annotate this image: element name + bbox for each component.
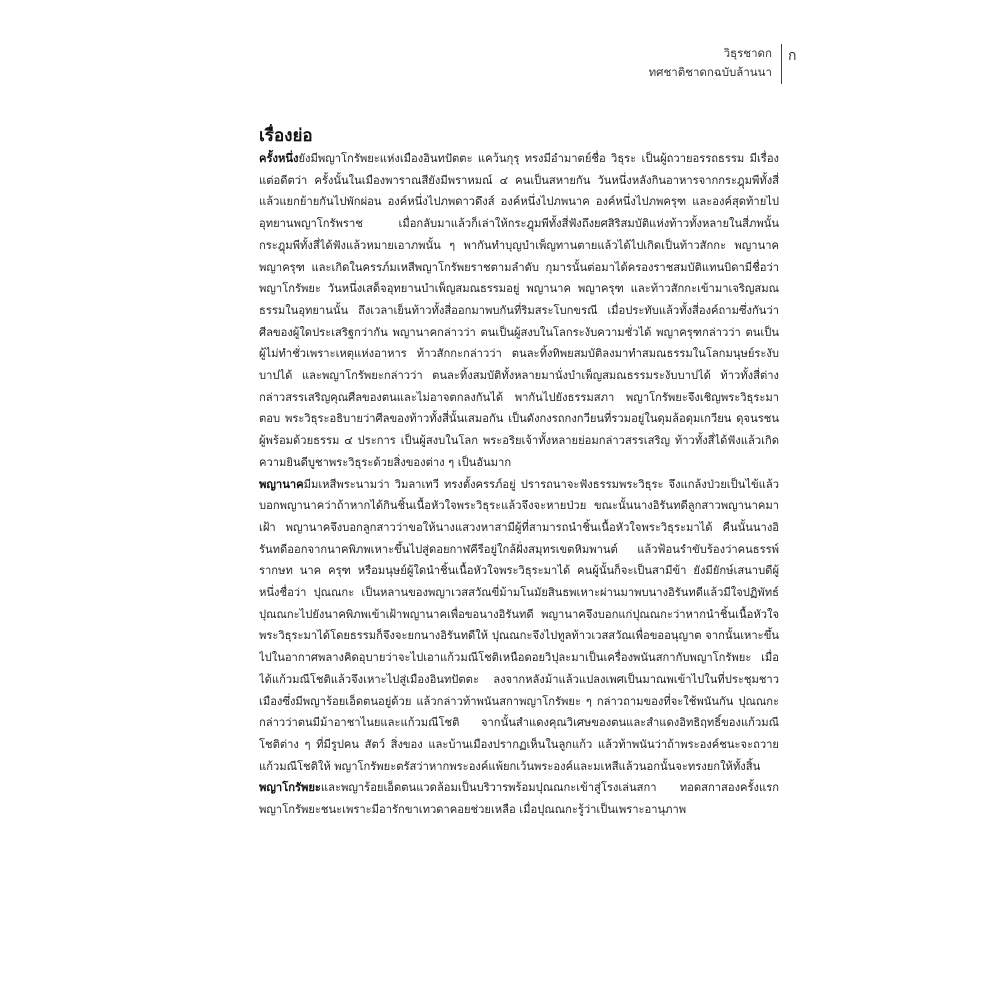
- page-body: [259, 124, 779, 914]
- book-title: วิธุรชาดก: [723, 46, 772, 60]
- section-heading: เรื่องย่อ: [259, 126, 313, 146]
- paragraph-lead: พญานาค: [259, 477, 304, 491]
- paragraph-lead: พญาโกรัพยะ: [259, 781, 321, 795]
- paragraph-1: [259, 148, 779, 474]
- paragraph-lead: ครั้งหนึ่ง: [259, 152, 299, 165]
- paragraph-text: มีมเหสีพระนามว่า วิมลาเทวี ทรงตั้งครรภ์อยู่ ปรารถนาจะฟังธรรมพระวิธุระ จึงแกล้งป่วยเป็นไข้แล้วบอกพญานาคว่าถ้าหากได้กินชิ้นเนื้อหัวใจพระวิธุระแล้วจึงจะหายป่วย ขณะนั้นนางอิรันทดีลูกสาวพญานาคมาเฝ้า พญานาคจึงบอกลูกสาวว่าขอให้นางแสวงหาสามีผู้ที่สามารถนำชิ้นเนื้อหัวใจพระวิธุระมาได้ คืนนั้นนางอิรันทดีออกจากนาคพิภพเหาะขึ้นไปสู่ดอยกาฬคีรีอยู่ใกล้ฝั่งสมุทรเขตหิมพานต์ แล้วฟ้อนรำขับร้องว่าคนธรรพ์ รากษท นาค ครุฑ หรือมนุษย์ผู้ใดนำชิ้นเนื้อหัวใจพระวิธุระมาได้ คนผู้นั้นก็จะเป็นสามีข้า ยังมียักษ์เสนาบดีผู้หนึ่งชื่อว่า ปุณณกะ เป็นหลานของพญาเวสสวัณขี่ม้ามโนมัยสินธพเหาะผ่านมาพบนางอิรันทดีแล้วมีใจปฏิพัทธ์ ปุณณกะไปยังนาคพิภพเข้าเฝ้าพญานาคเพื่อขอนางอิรันทดี พญานาคจึงบอกแก่ปุณณกะว่าหากนำชิ้นเนื้อหัวใจพระวิธุระมาได้โดยธรรมก็จึงจะยกนางอิรันทดีให้ ปุณณกะจึงไปทูลท้าวเวสสวัณเพื่อขออนุญาต จากนั้นเหาะขึ้นไปในอากาศพลางคิดอุบายว่าจะไปเอาแก้วมณีโชติเหนือดอยวิปุละมาเป็นเครื่องพนันสกากับพญาโกรัพยะ เมื่อได้แก้วมณีโชติแล้วจึงเหาะไปสู่เมืองอินทปัตตะ ลงจากหลังม้าแล้วแปลงเพศเป็นมาณพเข้าไปในที่ประชุมชาวเมืองซึ่งมีพญาร้อยเอ็ดตนอยู่ด้วย แล้วกล่าวท้าพนันสกาพญาโกรัพยะ ๆ กล่าวถามของที่จะใช้พนันกัน ปุณณกะกล่าวว่าตนมีม้าอาชาไนยและแก้วมณีโชติ จากนั้นสำแดงคุณวิเศษของตนและสำแดงอิทธิฤทธิ์ของแก้วมณีโชติต่าง ๆ ที่มีรูปคน สัตว์ สิ่งของ และบ้านเมืองปรากฏเห็นในลูกแก้ว แล้วท้าพนันว่าถ้าพระองค์ชนะจะถวายแก้วมณีโชติให้ พญาโกรัพยะตรัสว่าหากพระองค์แพ้ยกเว้นพระองค์และมเหสีแล้วนอกนั้นจะทรงยกให้ทั้งสิ้น: [259, 477, 779, 773]
- paragraph-3: [259, 777, 779, 820]
- paragraph-text: ยังมีพญาโกรัพยะแห่งเมืองอินทปัตตะ แคว้นกุรุ ทรงมีอำมาตย์ชื่อ วิธุระ เป็นผู้ถวายอรรถธรรม มีเรื่องแต่อดีตว่า ครั้งนั้นในเมืองพาราณสียังมีพราหมณ์ ๔ คนเป็นสหายกัน วันหนึ่งหลังกินอาหารจากกระฎุมพีทั้งสี่แล้วแยกย้ายกันไปพักผ่อน องค์หนึ่งไปภพดาวดึงส์ องค์หนึ่งไปภพนาค องค์หนึ่งไปภพครุฑ และองค์สุดท้ายไปอุทยานพญาโกรัพราช เมื่อกลับมาแล้วก็เล่าให้กระฎุมพีทั้งสี่ฟังถึงยศสิริสมบัติแห่งท้าวทั้งหลายในสี่ภพนั้น กระฎุมพีทั้งสี่ได้ฟังแล้วหมายเอาภพนั้น ๆ พากันทำบุญบำเพ็ญทานตายแล้วได้ไปเกิดเป็นท้าวสักกะ พญานาค พญาครุฑ และเกิดในครรภ์มเหสีพญาโกรัพยราชตามลำดับ กุมารนั้นต่อมาได้ครองราชสมบัติแทนบิดามีชื่อว่า พญาโกรัพยะ วันหนึ่งเสด็จอุทยานบำเพ็ญสมณธรรมอยู่ พญานาค พญาครุฑ และท้าวสักกะเข้ามาเจริญสมณธรรมในอุทยานนั้น ถึงเวลาเย็นท้าวทั้งสี่ออกมาพบกันที่ริมสระโบกขรณี เมื่อประทับแล้วทั้งสี่องค์ถามซึ่งกันว่าศีลของผู้ใดประเสริฐกว่ากัน พญานาคกล่าวว่า ตนเป็นผู้สงบในโลกระงับความชั่วได้ พญาครุฑกล่าวว่า ตนเป็นผู้ไม่ทำชั่วเพราะเหตุแห่งอาหาร ท้าวสักกะกล่าวว่า ตนละทิ้งทิพยสมบัติลงมาทำสมณธรรมในโลกมนุษย์ระงับบาปได้ และพญาโกรัพยะกล่าวว่า ตนละทิ้งสมบัติทั้งหลายมานั่งบำเพ็ญสมณธรรมระงับบาปได้ ท้าวทั้งสี่ต่างกล่าวสรรเสริญคุณศีลของตนและไม่อาจตกลงกันได้ พากันไปยังธรรมสภา พญาโกรัพยะจึงเชิญพระวิธุระมาตอบ พระวิธุระอธิบายว่าศีลของท้าวทั้งสี่นั้นเสมอกัน เป็นดังกงรถกงกวียนที่รวมอยู่ในดุมล้อดุมเกวียน ดุจนรชนผู้พร้อมด้วยธรรม ๔ ประการ เป็นผู้สงบในโลก พระอริยเจ้าทั้งหลายย่อมกล่าวสรรเสริญ ท้าวทั้งสี่ได้ฟังแล้วเกิดความยินดีบูชาพระวิธุระด้วยสิ่งของต่าง ๆ เป็นอันมาก: [259, 152, 779, 469]
- running-head: [649, 44, 782, 84]
- paragraph-text: และพญาร้อยเอ็ดตนแวดล้อมเป็นบริวารพร้อมปุณณกะเข้าสู่โรงเล่นสกา ทอดสกาสองครั้งแรกพญาโกรัพยะชนะเพราะมีอารักขาเทวดาคอยช่วยเหลือ เมื่อปุณณกะรู้ว่าเป็นเพราะอานุภาพ: [259, 781, 779, 817]
- paragraph-2: [259, 474, 779, 778]
- book-subtitle: ทศชาติชาดกฉบับล้านนา: [648, 65, 772, 79]
- page-number: ก: [788, 48, 797, 64]
